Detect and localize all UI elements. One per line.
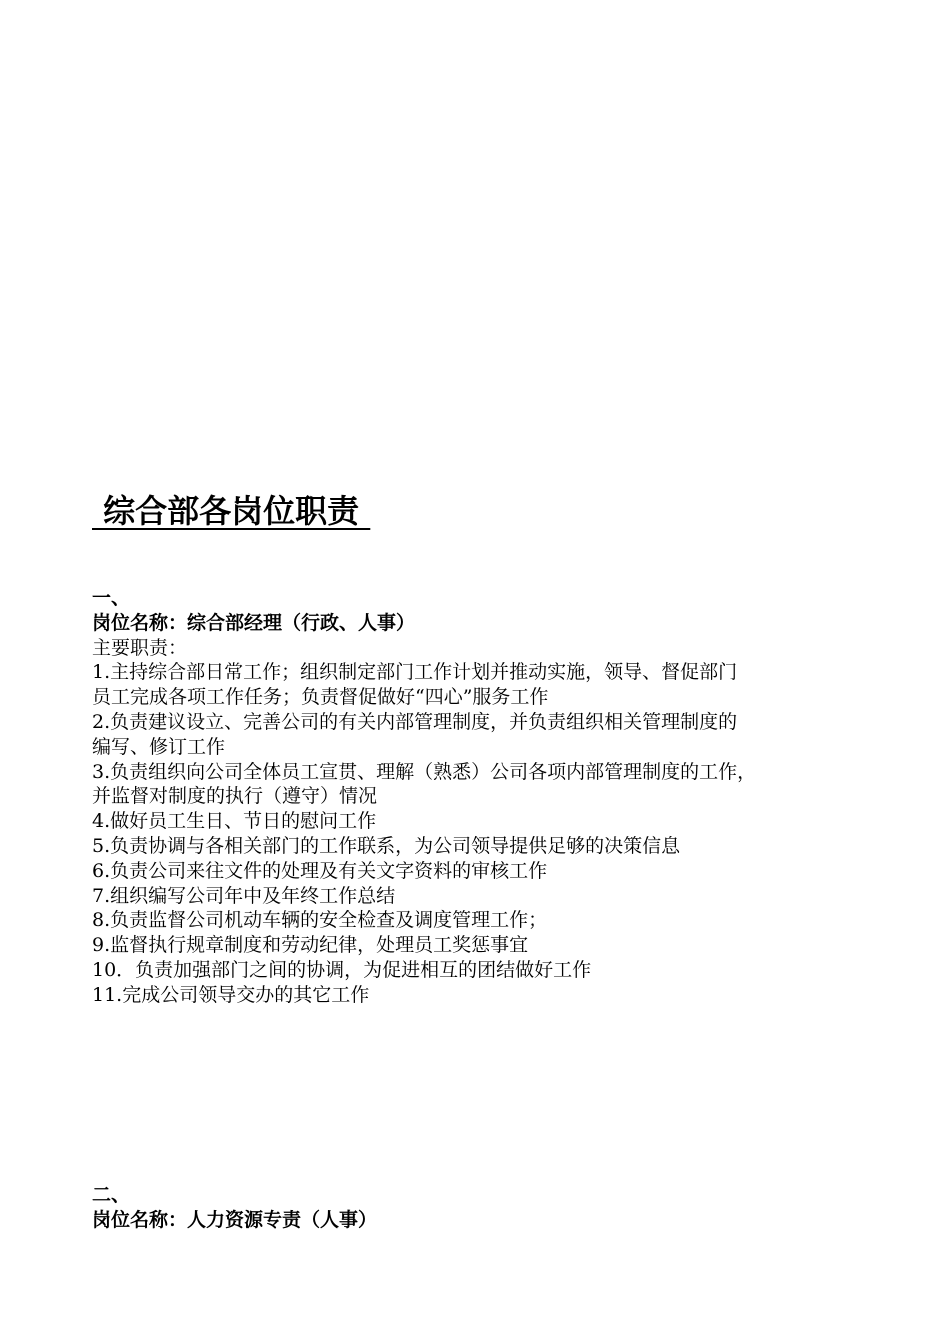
duty-line: 1.主持综合部日常工作；组织制定部门工作计划并推动实施，领导、督促部门: [92, 661, 738, 684]
duty-line: 6.负责公司来往文件的处理及有关文字资料的审核工作: [92, 859, 548, 882]
duties-heading: 主要职责：: [92, 636, 188, 659]
section-one: [92, 586, 892, 1008]
section-two: [92, 1183, 892, 1233]
section-number: 二、: [92, 1184, 131, 1206]
duty-line: 员工完成各项工作任务；负责督促做好“四心”服务工作: [92, 686, 549, 709]
position-title: 岗位名称：综合部经理（行政、人事）: [92, 611, 416, 634]
duty-line: 4.做好员工生日、节日的慰问工作: [92, 810, 377, 833]
duty-line: 3.负责组织向公司全体员工宣贯、理解（熟悉）公司各项内部管理制度的工作，: [92, 760, 757, 783]
duty-line: 并监督对制度的执行（遵守）情况: [92, 785, 378, 808]
duty-line: 7.组织编写公司年中及年终工作总结: [92, 884, 396, 907]
duty-line: 2.负责建议设立、完善公司的有关内部管理制度，并负责组织相关管理制度的: [92, 710, 738, 733]
document-title: 综合部各岗位职责: [92, 492, 371, 530]
section-number: 一、: [92, 587, 131, 609]
duty-line: 11.完成公司领导交办的其它工作: [92, 983, 370, 1006]
duty-line: 10．负责加强部门之间的协调，为促进相互的团结做好工作: [92, 958, 592, 981]
duty-line: 9.监督执行规章制度和劳动纪律，处理员工奖惩事宜: [92, 934, 529, 957]
duty-line: 8.负责监督公司机动车辆的安全检查及调度管理工作；: [92, 909, 548, 932]
duty-line: 编写、修订工作: [92, 735, 226, 758]
duty-line: 5.负责协调与各相关部门的工作联系，为公司领导提供足够的决策信息: [92, 834, 681, 857]
position-title: 岗位名称：人力资源专责（人事）: [92, 1208, 378, 1231]
